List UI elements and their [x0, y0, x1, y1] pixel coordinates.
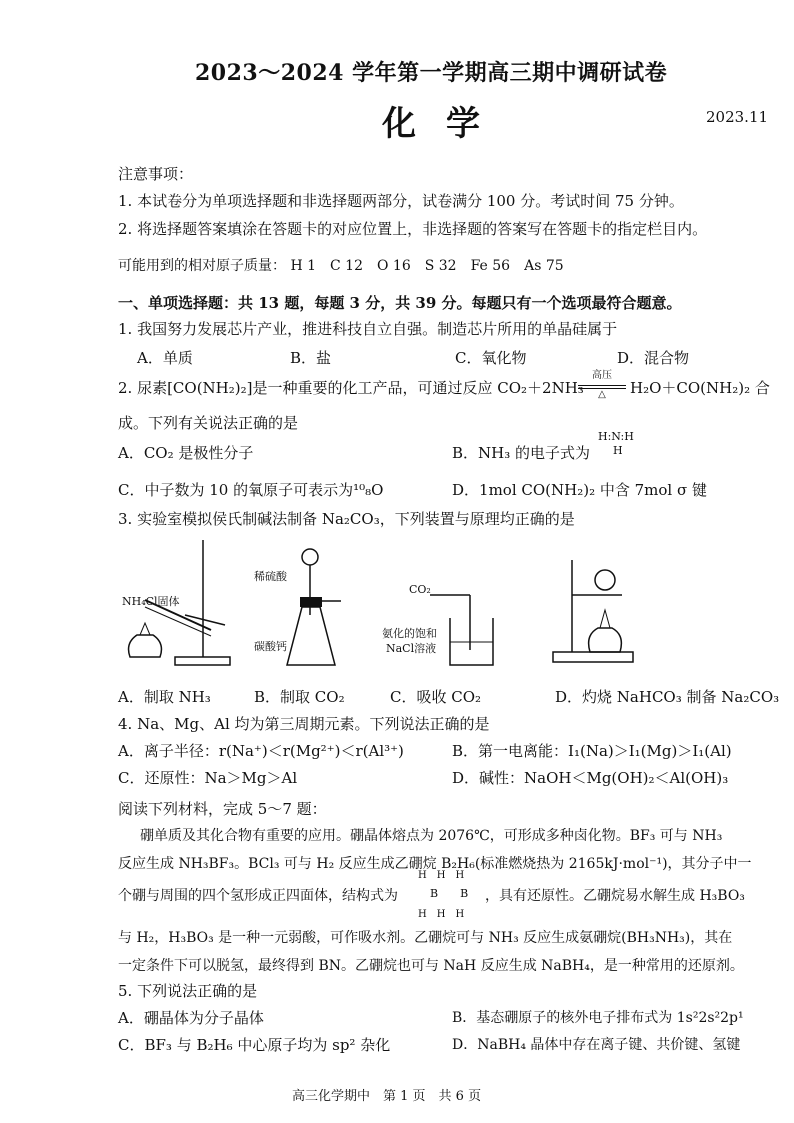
q2-electron-formula-bottom: H	[613, 444, 623, 457]
apparatus-c-solution-label-1: 氨化的饱和	[382, 627, 437, 640]
exam-date: 2023.11	[706, 108, 769, 126]
q3-option-b: B．制取 CO₂	[254, 688, 345, 706]
apparatus-a-lamp	[129, 635, 162, 657]
atomic-masses: 可能用到的相对原子质量： H 1 C 12 O 16 S 32 Fe 56 As 75	[118, 258, 564, 274]
q4-option-b: B．第一电离能：I₁(Na)＞I₁(Mg)＞I₁(Al)	[452, 742, 732, 760]
q5-stem: 5. 下列说法正确的是	[118, 982, 258, 1000]
q4-option-c: C．还原性：Na＞Mg＞Al	[118, 769, 298, 787]
q5-option-d: D．NaBH₄ 晶体中存在离子键、共价键、氢键	[452, 1037, 741, 1053]
apparatus-d-flame	[600, 610, 610, 628]
q2-option-c: C．中子数为 10 的氧原子可表示为¹⁰₈O	[118, 481, 384, 499]
q4-stem: 4. Na、Mg、Al 均为第三周期元素。下列说法正确的是	[118, 715, 490, 733]
apparatus-b-solid-label: 碳酸钙	[254, 640, 287, 653]
q3-option-d: D．灼烧 NaHCO₃ 制备 Na₂CO₃	[555, 688, 780, 706]
apparatus-a-flame	[140, 623, 150, 635]
notes-heading: 注意事项：	[118, 165, 194, 183]
reading-line-3b: ，具有还原性。乙硼烷易水解生成 H₃BO₃	[485, 888, 745, 904]
diborane-structure-middle: B B	[430, 887, 469, 900]
q3-option-a: A．制取 NH₃	[118, 688, 211, 706]
q4-option-a: A．离子半径：r(Na⁺)＜r(Mg²⁺)＜r(Al³⁺)	[118, 742, 404, 760]
page-footer: 高三化学期中 第 1 页 共 6 页	[292, 1089, 482, 1104]
apparatus-b-flask	[287, 607, 335, 665]
apparatus-a-stand-base	[175, 657, 230, 665]
apparatus-c-gas-label: CO₂	[409, 583, 431, 596]
reading-line-3a: 个硼与周围的四个氢形成正四面体，结构式为	[118, 888, 398, 904]
reading-line-5: 一定条件下可以脱氢，最终得到 BN。乙硼烷也可与 NaH 反应生成 NaBH₄，是一种常用的还原剂。	[118, 958, 744, 974]
q1-option-d: D．混合物	[617, 349, 690, 367]
q5-option-c: C．BF₃ 与 B₂H₆ 中心原子均为 sp² 杂化	[118, 1036, 391, 1054]
q2-option-a: A．CO₂ 是极性分子	[118, 444, 254, 462]
q2-option-b: B．NH₃ 的电子式为	[452, 444, 591, 462]
apparatus-b-funnel-bulb	[302, 549, 318, 565]
apparatus-d-lamp	[589, 628, 622, 652]
exam-title: 2023～2024 学年第一学期高三期中调研试卷	[195, 60, 668, 86]
q3-stem: 3. 实验室模拟侯氏制碱法制备 Na₂CO₃，下列装置与原理均正确的是	[118, 510, 575, 528]
q2-arrow-condition-bottom: △	[598, 389, 606, 400]
diborane-structure-bottom: H H H	[418, 909, 465, 920]
q5-option-b: B．基态硼原子的核外电子排布式为 1s²2s²2p¹	[452, 1010, 744, 1026]
notes-item-1: 1. 本试卷分为单项选择题和非选择题两部分，试卷满分 100 分。考试时间 75 分钟。	[118, 192, 684, 210]
apparatus-b-acid-label: 稀硫酸	[254, 570, 287, 583]
apparatus-d-stand-base	[553, 652, 633, 662]
q1-option-a: A．单质	[137, 349, 193, 367]
q5-option-a: A．硼晶体为分子晶体	[118, 1009, 264, 1027]
reading-line-2: 反应生成 NH₃BF₃。BCl₃ 可与 H₂ 反应生成乙硼烷 B₂H₆(标准燃烧热为 2165kJ·mol⁻¹)，其分子中一	[118, 856, 752, 872]
subject-title: 化学	[382, 104, 510, 144]
apparatus-b-figure	[285, 545, 345, 675]
q1-option-c: C．氧化物	[455, 349, 527, 367]
q2-stem-part1: 2. 尿素[CO(NH₂)₂]是一种重要的化工产品，可通过反应 CO₂＋2NH₃	[118, 379, 584, 397]
apparatus-d-crucible	[595, 570, 615, 590]
q1-stem: 1. 我国努力发展芯片产业，推进科技自立自强。制造芯片所用的单晶硅属于	[118, 320, 618, 338]
q2-stem-part2: H₂O＋CO(NH₂)₂ 合	[630, 379, 770, 397]
diborane-structure-top: H H H	[418, 870, 465, 881]
apparatus-a-tube-lower	[145, 607, 211, 636]
q2-option-d: D．1mol CO(NH₂)₂ 中含 7mol σ 键	[452, 481, 708, 499]
q2-stem-part3: 成。下列有关说法正确的是	[118, 414, 299, 432]
q2-equilibrium-arrow	[578, 385, 626, 386]
section-heading: 一、单项选择题：共 13 题，每题 3 分，共 39 分。每题只有一个选项最符合题意。	[118, 294, 682, 312]
q2-arrow-condition-top: 高压	[592, 370, 612, 381]
apparatus-d-figure	[550, 540, 640, 670]
apparatus-b-stopper	[300, 597, 322, 607]
notes-item-2: 2. 将选择题答案填涂在答题卡的对应位置上，非选择题的答案写在答题卡的指定栏目内。	[118, 220, 708, 238]
reading-line-4: 与 H₂，H₃BO₃ 是一种一元弱酸，可作吸水剂。乙硼烷可与 NH₃ 反应生成氨硼烷(BH₃NH₃)，其在	[118, 930, 733, 946]
q1-option-b: B．盐	[290, 349, 332, 367]
reading-intro: 阅读下列材料，完成 5～7 题：	[118, 800, 327, 818]
apparatus-a-label: NH₄Cl固体	[122, 595, 180, 608]
apparatus-c-solution-label-2: NaCl溶液	[386, 642, 437, 655]
q4-option-d: D．碱性：NaOH＜Mg(OH)₂＜Al(OH)₃	[452, 769, 729, 787]
reading-line-1: 硼单质及其化合物有重要的应用。硼晶体熔点为 2076℃，可形成多种卤化物。BF₃ 可与 NH₃	[140, 828, 723, 844]
q2-electron-formula-top: H:N:H	[598, 430, 634, 443]
q3-option-c: C．吸收 CO₂	[390, 688, 482, 706]
